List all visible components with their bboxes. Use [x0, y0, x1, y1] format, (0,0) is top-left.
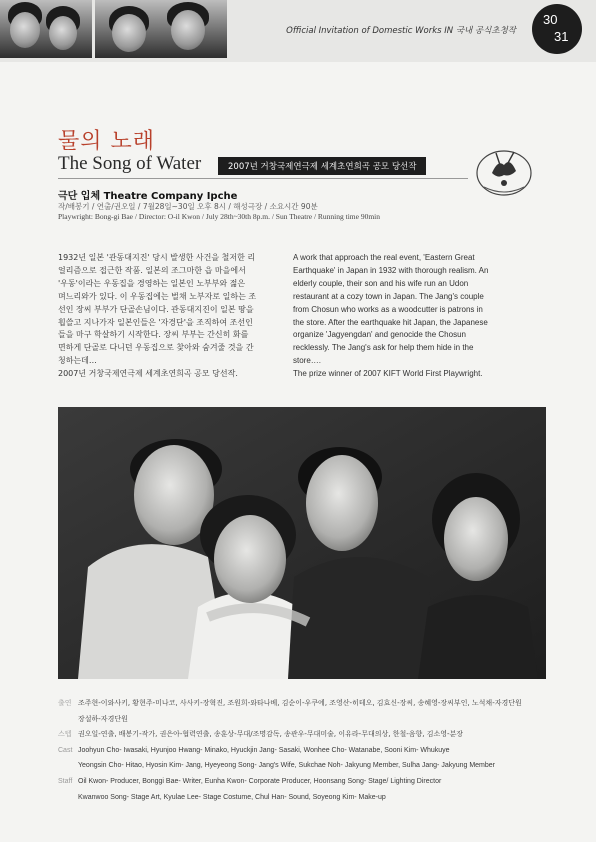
header-strip [0, 0, 596, 62]
synopsis-english-line: A work that approach the real event, 'Eastern Great [293, 253, 475, 262]
cast-english-text: Yeongsin Cho- Hitao, Hyosin Kim- Jang, Hyeyeong Song- Jang's Wife, Sukchae Noh- Jakyung Member, Sulha Jang- Jakyung Member [78, 762, 496, 770]
staff-label: 스텝 [58, 730, 72, 739]
title-english: The Song of Water [58, 153, 202, 174]
cast-group-photo [58, 407, 546, 679]
staff-english-line-1 [58, 774, 556, 790]
synopsis-korean-line: '우동'이라는 우동집을 경영하는 일본인 노부부와 젊은 [58, 278, 246, 288]
header-photo-2 [95, 0, 227, 58]
synopsis-korean-line: 청하는데… [58, 356, 97, 366]
synopsis-korean-line: 휩쓸고 지나가자 일본인들은 '자경단'을 조직하여 조선인 [58, 317, 253, 327]
synopsis-korean-line: 면하게 단골로 다니던 우동집으로 찾아와 숨겨줄 것을 간 [58, 343, 254, 353]
synopsis-english-line: store…. [293, 356, 322, 366]
staff-english-text: Kwanwoo Song- Stage Art, Kyulae Lee- Stage Costume, Chul Han- Sound, Soyeong Kim- Make-up [78, 793, 386, 801]
cast-korean-text: 장설하-자경단원 [78, 714, 128, 723]
synopsis-korean [58, 252, 268, 381]
cast-staff-list [58, 696, 556, 805]
festival-emblem-icon [472, 143, 536, 199]
cast-korean-text: 조주현-이와사키, 황현주-미나코, 사사키-장혁진, 조원희-와타나베, 김순이-우쿠에, 조영산-히테오, 김효신-장씨, 송혜영-장씨부인, 노석채-자경단원 [78, 699, 522, 707]
title-rule [58, 178, 468, 179]
page-number-badge [532, 4, 582, 54]
synopsis-korean-line: 1932년 일본 '관동대지진' 당시 발생한 사건을 철저한 리 [58, 253, 256, 262]
header-photo-1 [0, 0, 92, 58]
synopsis-english-line: elderly couple, their son and his wife run an Udon [293, 278, 469, 288]
synopsis-english-line: from Chosun who works as a woodcutter is patrons in [293, 304, 483, 314]
company-name: 극단 입체 Theatre Company Ipche [58, 191, 238, 202]
page-number-left: 30 [543, 12, 558, 27]
synopsis-korean-line: 들을 마구 학살하기 시작한다. 장씨 부부는 간신히 화를 [58, 330, 249, 340]
synopsis-english-line: Earthquake' in Japan in 1932 with thorough realism. An [293, 265, 489, 275]
credits-english: Playwright: Bong-gi Bae / Director: O-il Kwon / July 28th~30th 8p.m. / Sun Theatre / Running time 90min [58, 212, 381, 221]
cast-korean-line-1 [58, 696, 556, 712]
cast-label-en: Cast [58, 746, 73, 754]
staff-korean-text: 권오일-연출, 배봉기-작가, 권은아-협력연출, 송훈상-무대/조명감독, 송관우-무대미술, 이유라-무대의상, 한철-음향, 김소영-분장 [78, 730, 464, 739]
page-number-right: 31 [554, 29, 569, 44]
synopsis-english-line: The prize winner of 2007 KIFT World First Playwright. [293, 369, 483, 379]
award-tag: 2007년 거창국제연극제 세계초연희곡 공모 당선작 [218, 157, 426, 175]
cast-korean-line-2 [58, 712, 556, 728]
synopsis-korean-line: 2007년 거창국제연극제 세계초연희곡 공모 당선작. [58, 369, 238, 379]
synopsis-korean-line: 며느리와가 있다. 이 우동집에는 벌채 노부자로 일하는 조 [58, 291, 257, 301]
synopsis-english [293, 252, 551, 381]
staff-korean-line [58, 727, 556, 743]
cast-english-text: Joohyun Cho- Iwasaki, Hyunjoo Hwang- Minako, Hyuckjin Jang- Sasaki, Wonhee Cho- Watanabe, Sooni Kim- Whukuye [78, 746, 450, 754]
synopsis-korean-line: 선인 장씨 부부가 단골손님이다. 관동대지진이 일본 땅을 [58, 304, 254, 314]
synopsis-english-line: organize 'Jagyengdan' and genocide the Chosun [293, 330, 466, 340]
cast-english-line-2 [58, 758, 556, 774]
synopsis-english-line: recklessly. The Jang's ask for help them hide in the [293, 343, 474, 353]
title-korean: 물의 노래 [58, 129, 156, 154]
staff-english-text: Oil Kwon- Producer, Bonggi Bae- Writer, Eunha Kwon- Corporate Producer, Hoonsang Song- Stage/ Lighting Director [78, 777, 442, 785]
staff-label-en: Staff [58, 777, 73, 785]
staff-english-line-2 [58, 790, 556, 806]
synopsis-english-line: the store. After the earthquake hit Japan, the Japanese [293, 317, 488, 327]
cast-label: 출연 [58, 699, 72, 707]
credits-korean: 작/배봉기 / 연출/권오일 / 7월28일~30일 오후 8시 / 해성극장 / 소요시간 90분 [58, 202, 318, 211]
synopsis-english-line: restaurant at a cozy town in Japan. The Jang's couple [293, 291, 484, 301]
cast-english-line-1 [58, 743, 556, 759]
synopsis-korean-line: 얼리즘으로 접근한 작품. 일본의 조그마한 읍 마을에서 [58, 265, 246, 275]
header-label: Official Invitation of Domestic Works IN 국내 공식초청작 [286, 26, 516, 36]
